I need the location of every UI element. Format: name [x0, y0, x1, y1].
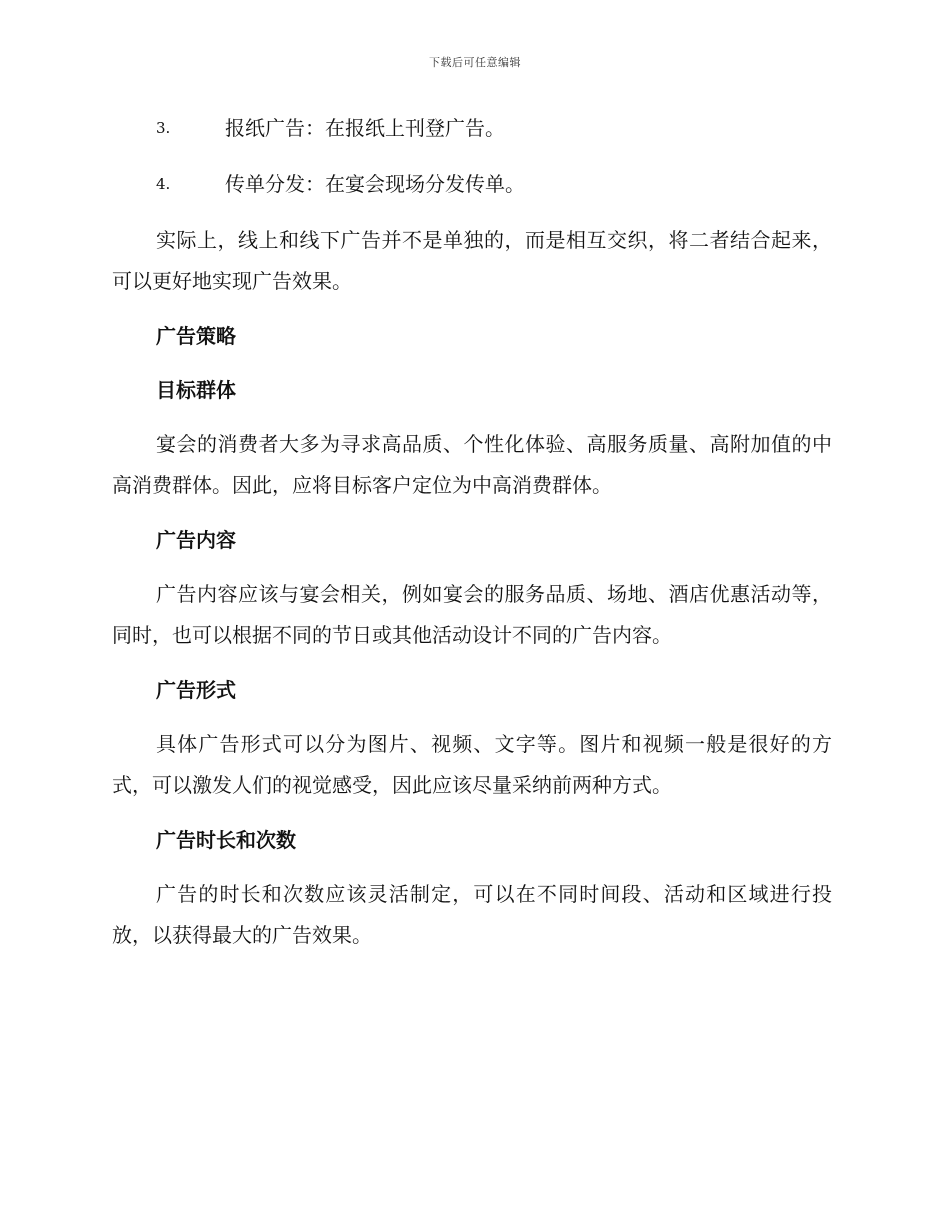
- heading-target-group: 目标群体: [156, 378, 236, 402]
- list-item: [112, 164, 832, 204]
- paragraph-intro: 实际上，线上和线下广告并不是单独的，而是相互交织，将二者结合起来，可以更好地实现广告效果。: [112, 228, 832, 293]
- list-item-text: 报纸广告：在报纸上刊登广告。: [225, 116, 505, 140]
- paragraph-ad-content: 广告内容应该与宴会相关，例如宴会的服务品质、场地、酒店优惠活动等，同时，也可以根据不同的节日或其他活动设计不同的广告内容。: [112, 582, 832, 647]
- list-item-text: 传单分发：在宴会现场分发传单。: [225, 172, 525, 196]
- heading-ad-duration: 广告时长和次数: [156, 828, 296, 852]
- document-body: [112, 108, 832, 970]
- paragraph-ad-duration: 广告的时长和次数应该灵活制定，可以在不同时间段、活动和区域进行投放，以获得最大的广告效果。: [112, 882, 832, 947]
- paragraph-ad-form: 具体广告形式可以分为图片、视频、文字等。图片和视频一般是很好的方式，可以激发人们的视觉感受，因此应该尽量采纳前两种方式。: [112, 732, 832, 797]
- heading-ad-form: 广告形式: [156, 678, 236, 702]
- page-header: 下载后可任意编辑: [429, 56, 521, 69]
- list-item: [112, 108, 832, 148]
- heading-ad-strategy: 广告策略: [156, 324, 236, 348]
- heading-ad-content: 广告内容: [156, 528, 236, 552]
- list-item-number: 3.: [156, 119, 171, 137]
- list-item-number: 4.: [156, 175, 171, 193]
- paragraph-target-group: 宴会的消费者大多为寻求高品质、个性化体验、高服务质量、高附加值的中高消费群体。因此，应将目标客户定位为中高消费群体。: [112, 432, 832, 497]
